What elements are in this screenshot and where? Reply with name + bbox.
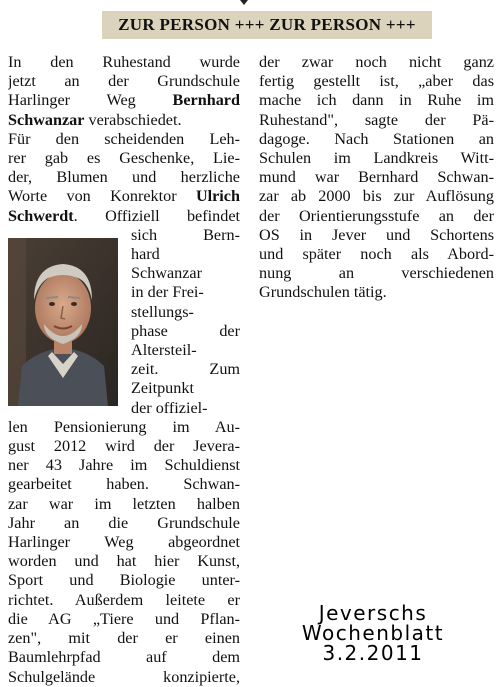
text-run: . Offiziell befindet — [73, 206, 240, 225]
text-line — [8, 187, 240, 206]
text-line: der Orientierungsstufe an der — [259, 206, 494, 225]
text-line: und später noch als Abord- — [259, 245, 494, 264]
text-line: dagoge. Nach Stationen an — [259, 129, 494, 148]
text-line: phase der — [131, 321, 240, 340]
text-line — [8, 207, 240, 226]
text-run: Worte von Konrektor — [8, 187, 177, 206]
text-line: fertig gestellt ist, „aber das — [259, 72, 494, 91]
portrait-photo — [8, 238, 118, 406]
person-name: Schwerdt — [8, 206, 74, 225]
person-name: Schwanzar — [8, 110, 85, 129]
text-line: worden und hat hier Kunst, — [8, 552, 240, 571]
text-line: der zwar noch nicht ganz — [259, 53, 494, 71]
portrait-illustration — [8, 238, 118, 406]
text-line: gust 2012 wird der Jevera- — [8, 437, 240, 456]
text-line: sich Bern- — [131, 225, 240, 244]
text-line: len Pensionierung im Au- — [8, 417, 240, 436]
text-line: stellungs- — [131, 302, 194, 321]
publication-credit — [268, 603, 478, 663]
section-kicker: ZUR PERSON +++ ZUR PERSON +++ — [102, 11, 432, 39]
text-line: OS in Jever und Schortens — [259, 225, 494, 244]
column-marker — [240, 0, 248, 5]
text-line: hard — [131, 245, 160, 264]
publication-name: Wochenblatt — [301, 621, 445, 645]
text-line — [8, 111, 240, 130]
text-run: Harlinger Weg — [8, 91, 136, 110]
text-line: mache ich dann in Ruhe im — [259, 91, 494, 110]
text-line: Schulen im Landkreis Witt- — [259, 149, 494, 168]
text-line: rer gab es Geschenke, Lie- — [8, 149, 240, 168]
text-line: nung an verschiedenen — [259, 264, 494, 283]
text-line: Zeitpunkt — [131, 379, 194, 398]
text-line: Baumlehrpfad auf dem — [8, 648, 240, 667]
text-run: verabschiedet. — [84, 110, 182, 129]
text-line: ner 43 Jahre im Schuldienst — [8, 456, 240, 475]
text-line — [8, 91, 240, 110]
text-line: Sport und Biologie unter- — [8, 571, 240, 590]
publication-name: Jeverschs — [318, 601, 428, 625]
person-name: Ulrich — [195, 187, 240, 206]
publication-date: 3.2.2011 — [322, 641, 424, 665]
person-name: Bernhard — [172, 91, 240, 110]
text-line: richtet. Außerdem leitete er — [8, 590, 240, 609]
text-line: zar ab 2000 bis zur Auflösung — [259, 187, 494, 206]
text-line: zar war im letzten halben — [8, 494, 240, 513]
text-line: in der Frei- — [131, 283, 204, 302]
text-line: Harlinger Weg abgeordnet — [8, 533, 240, 552]
text-line: zen", mit der er einen — [8, 629, 240, 648]
text-line: Schwanzar — [131, 264, 203, 283]
text-line: die AG „Tiere und Pflan- — [8, 609, 240, 628]
text-line: Grundschulen tätig. — [259, 283, 387, 302]
text-line: Altersteil- — [131, 341, 197, 360]
text-line: der, Blumen und herzliche — [8, 168, 240, 187]
text-line: der offiziel- — [131, 398, 208, 417]
text-line: zeit. Zum — [131, 360, 240, 379]
text-line: In den Ruhestand wurde — [8, 53, 240, 71]
text-line: Schulgelände konzipierte, — [8, 667, 240, 686]
text-line: Ruhestand", sagte der Pä- — [259, 110, 494, 129]
text-line: gearbeitet haben. Schwan- — [8, 475, 240, 494]
text-line: jetzt an der Grundschule — [8, 72, 240, 91]
article-column-2 — [259, 53, 494, 303]
text-line: Für den scheidenden Leh- — [8, 129, 240, 148]
text-line: mund war Bernhard Schwan- — [259, 168, 494, 187]
text-line: Jahr an die Grundschule — [8, 513, 240, 532]
